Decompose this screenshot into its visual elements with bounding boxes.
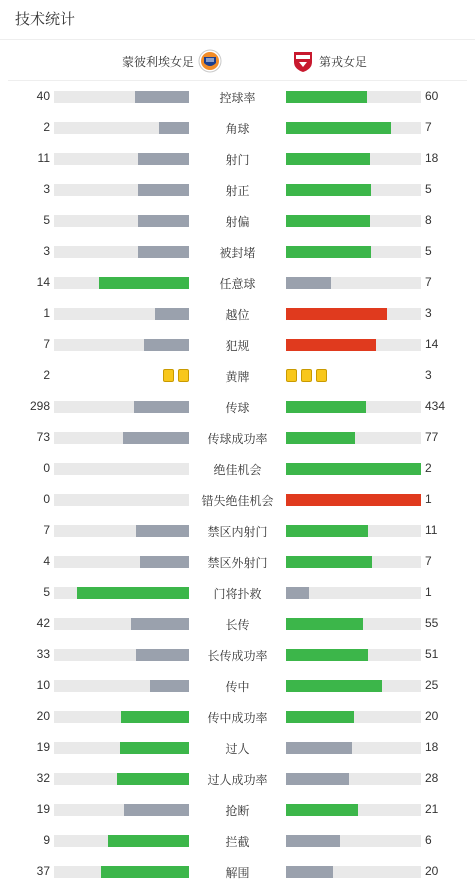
- away-stat-value: 21: [425, 802, 439, 816]
- away-stat-bar-fill: [286, 184, 371, 196]
- away-stat-bar: [286, 618, 421, 630]
- home-stat-bar-fill: [121, 711, 189, 723]
- stat-row: [0, 422, 475, 453]
- away-stat-bar-fill: [286, 866, 333, 878]
- home-stat-bar: [54, 277, 189, 289]
- away-stat-bar: [286, 184, 421, 196]
- home-stat-value: 9: [43, 833, 50, 847]
- stat-label: 解围: [225, 866, 250, 880]
- stat-label: 传球: [225, 401, 250, 415]
- stat-label: 被封堵: [219, 246, 256, 260]
- stat-label: 越位: [225, 308, 250, 322]
- home-stat-value: 3: [43, 182, 50, 196]
- stat-label: 长传: [225, 618, 250, 632]
- home-stat-bar-fill: [134, 401, 189, 413]
- home-stat-bar-fill: [131, 618, 189, 630]
- yellow-card-icon: [301, 369, 312, 382]
- away-stat-bar-fill: [286, 618, 363, 630]
- home-stat-bar: [54, 835, 189, 847]
- home-stat-bar: [54, 215, 189, 227]
- home-stat-bar: [54, 463, 189, 475]
- home-stat-bar-fill: [108, 835, 189, 847]
- home-stat-value: 10: [36, 678, 50, 692]
- away-stat-bar: [286, 215, 421, 227]
- stat-row: [0, 670, 475, 701]
- stat-row: [0, 825, 475, 856]
- away-stat-bar: [286, 122, 421, 134]
- stats-list: [0, 81, 475, 887]
- home-stat-bar: [54, 246, 189, 258]
- home-team-name: 蒙彼利埃女足: [121, 54, 194, 69]
- away-stat-bar-fill: [286, 587, 309, 599]
- away-stat-bar: [286, 246, 421, 258]
- home-stat-value: 19: [36, 802, 50, 816]
- stat-label: 过人成功率: [207, 773, 268, 787]
- dijon-logo-icon: [291, 49, 315, 73]
- stat-label: 射门: [225, 153, 250, 167]
- away-stat-bar: [286, 556, 421, 568]
- stat-row: [0, 546, 475, 577]
- away-stat-bar: [286, 680, 421, 692]
- home-stat-bar-fill: [135, 91, 189, 103]
- stat-row: [0, 267, 475, 298]
- away-stat-value: 5: [425, 182, 432, 196]
- home-stat-value: 73: [36, 430, 50, 444]
- away-stat-value: 7: [425, 120, 432, 134]
- away-stat-bar-fill: [286, 649, 368, 661]
- away-yellow-cards: [286, 369, 327, 382]
- stat-label: 过人: [225, 742, 250, 756]
- home-stat-bar: [54, 711, 189, 723]
- stat-label: 射正: [225, 184, 250, 198]
- away-stat-bar-fill: [286, 308, 387, 320]
- away-stat-bar: [286, 711, 421, 723]
- away-stat-bar: [286, 308, 421, 320]
- away-stat-value: 7: [425, 554, 432, 568]
- home-stat-bar-fill: [120, 742, 189, 754]
- away-stat-bar: [286, 773, 421, 785]
- away-stat-value: 8: [425, 213, 432, 227]
- away-stat-bar: [286, 587, 421, 599]
- stat-label: 绝佳机会: [213, 463, 262, 477]
- home-stat-value: 33: [36, 647, 50, 661]
- home-stat-bar: [54, 804, 189, 816]
- home-stat-bar: [54, 91, 189, 103]
- home-stat-value: 20: [36, 709, 50, 723]
- away-stat-value: 77: [425, 430, 439, 444]
- away-stat-bar: [286, 525, 421, 537]
- home-team[interactable]: [122, 41, 222, 81]
- home-stat-value: 298: [29, 399, 50, 413]
- stat-row: [0, 608, 475, 639]
- home-stat-bar: [54, 308, 189, 320]
- stat-label: 射偏: [225, 215, 250, 229]
- stat-row: [0, 81, 475, 112]
- away-stat-value: 60: [425, 89, 439, 103]
- home-stat-value: 5: [43, 585, 50, 599]
- away-stat-value: 2: [425, 461, 432, 475]
- home-stat-bar-fill: [159, 122, 189, 134]
- stat-row: [0, 701, 475, 732]
- away-stat-bar: [286, 494, 421, 506]
- away-stat-bar-fill: [286, 556, 372, 568]
- stat-row: [0, 732, 475, 763]
- stat-label: 抢断: [225, 804, 250, 818]
- home-stat-bar: [54, 866, 189, 878]
- yellow-card-icon: [163, 369, 174, 382]
- home-stat-bar: [54, 618, 189, 630]
- stat-label: 禁区内射门: [207, 525, 268, 539]
- stat-row: [0, 856, 475, 887]
- stat-label: 黄牌: [225, 370, 250, 384]
- home-stat-value: 19: [36, 740, 50, 754]
- home-stat-value: 2: [43, 368, 50, 382]
- home-stat-bar: [54, 339, 189, 351]
- stat-row: [0, 205, 475, 236]
- away-stat-value: 28: [425, 771, 439, 785]
- away-stat-value: 20: [425, 709, 439, 723]
- home-yellow-cards: [163, 369, 189, 382]
- away-stat-bar-fill: [286, 835, 340, 847]
- stat-label: 控球率: [219, 91, 256, 105]
- stat-label: 长传成功率: [207, 649, 268, 663]
- home-stat-bar: [54, 525, 189, 537]
- stat-label: 传中成功率: [207, 711, 268, 725]
- stat-row: [0, 360, 475, 391]
- stat-row: [0, 577, 475, 608]
- stat-label: 传中: [225, 680, 250, 694]
- home-stat-bar: [54, 122, 189, 134]
- away-stat-bar-fill: [286, 122, 391, 134]
- home-stat-value: 1: [43, 306, 50, 320]
- home-stat-bar: [54, 432, 189, 444]
- away-stat-value: 3: [425, 306, 432, 320]
- away-stat-bar-fill: [286, 711, 354, 723]
- home-stat-bar-fill: [117, 773, 189, 785]
- teams-header: [8, 41, 467, 81]
- stat-row: [0, 763, 475, 794]
- away-stat-bar-fill: [286, 91, 367, 103]
- home-stat-bar-fill: [138, 153, 189, 165]
- away-stat-value: 51: [425, 647, 439, 661]
- away-stat-value: 55: [425, 616, 439, 630]
- away-stat-bar-fill: [286, 773, 349, 785]
- yellow-card-icon: [286, 369, 297, 382]
- stat-label: 犯规: [225, 339, 250, 353]
- home-stat-value: 11: [37, 151, 50, 165]
- away-stat-value: 434: [425, 399, 446, 413]
- stat-row: [0, 794, 475, 825]
- home-stat-value: 2: [43, 120, 50, 134]
- stat-label: 传球成功率: [207, 432, 268, 446]
- stat-label: 角球: [225, 122, 250, 136]
- home-stat-bar-fill: [99, 277, 189, 289]
- stat-row: [0, 453, 475, 484]
- stat-row: [0, 298, 475, 329]
- away-stat-value: 3: [425, 368, 432, 382]
- away-stat-bar-fill: [286, 277, 331, 289]
- home-stat-value: 32: [36, 771, 50, 785]
- home-stat-bar-fill: [140, 556, 189, 568]
- home-stat-value: 4: [43, 554, 50, 568]
- home-stat-value: 5: [43, 213, 50, 227]
- stat-label: 门将扑救: [213, 587, 262, 601]
- home-stat-bar: [54, 494, 189, 506]
- away-stat-value: 20: [425, 864, 439, 878]
- away-stat-bar: [286, 153, 421, 165]
- home-stat-bar: [54, 742, 189, 754]
- away-stat-value: 1: [425, 585, 432, 599]
- away-stat-bar-fill: [286, 804, 358, 816]
- page-title: 技术统计: [0, 0, 475, 40]
- home-stat-bar: [54, 401, 189, 413]
- away-stat-bar: [286, 339, 421, 351]
- home-stat-value: 0: [43, 492, 50, 506]
- stat-label: 拦截: [225, 835, 250, 849]
- home-stat-bar: [54, 680, 189, 692]
- home-stat-bar: [54, 556, 189, 568]
- yellow-card-icon: [178, 369, 189, 382]
- away-stat-bar: [286, 401, 421, 413]
- away-stat-bar-fill: [286, 742, 352, 754]
- away-stat-value: 11: [425, 523, 438, 537]
- home-stat-bar: [54, 773, 189, 785]
- home-stat-bar-fill: [138, 246, 189, 258]
- stat-row: [0, 484, 475, 515]
- stat-row: [0, 515, 475, 546]
- home-stat-bar: [54, 153, 189, 165]
- home-stat-value: 7: [43, 337, 50, 351]
- away-stat-bar-fill: [286, 525, 368, 537]
- away-stat-bar-fill: [286, 432, 355, 444]
- away-stat-bar: [286, 835, 421, 847]
- stat-label: 任意球: [219, 277, 256, 291]
- away-stat-bar-fill: [286, 153, 370, 165]
- away-stat-value: 5: [425, 244, 432, 258]
- away-stat-bar: [286, 463, 421, 475]
- stat-row: [0, 236, 475, 267]
- home-stat-bar-fill: [144, 339, 189, 351]
- away-stat-value: 18: [425, 151, 439, 165]
- away-stat-bar-fill: [286, 246, 371, 258]
- away-team-name: 第戎女足: [319, 54, 368, 69]
- stat-row: [0, 391, 475, 422]
- stat-row: [0, 174, 475, 205]
- home-stat-bar-fill: [150, 680, 189, 692]
- home-stat-bar-fill: [136, 649, 189, 661]
- away-stat-value: 6: [425, 833, 432, 847]
- home-stat-value: 0: [43, 461, 50, 475]
- away-stat-bar-fill: [286, 494, 421, 506]
- away-stat-bar: [286, 277, 421, 289]
- home-stat-bar: [54, 184, 189, 196]
- away-stat-bar-fill: [286, 339, 376, 351]
- stat-label: 禁区外射门: [207, 556, 268, 570]
- stat-row: [0, 639, 475, 670]
- away-stat-bar: [286, 432, 421, 444]
- home-stat-bar-fill: [138, 184, 189, 196]
- home-stat-bar-fill: [124, 804, 189, 816]
- home-stat-bar-fill: [136, 525, 189, 537]
- away-stat-value: 14: [425, 337, 439, 351]
- away-stat-bar: [286, 804, 421, 816]
- away-stat-bar-fill: [286, 215, 370, 227]
- stat-row: [0, 329, 475, 360]
- away-stat-value: 25: [425, 678, 439, 692]
- away-stat-bar: [286, 866, 421, 878]
- stat-label: 错失绝佳机会: [201, 494, 274, 508]
- away-stat-bar-fill: [286, 680, 382, 692]
- stat-row: [0, 143, 475, 174]
- away-stat-value: 1: [425, 492, 432, 506]
- home-stat-bar-fill: [138, 215, 189, 227]
- away-stat-bar-fill: [286, 401, 366, 413]
- yellow-card-icon: [316, 369, 327, 382]
- home-stat-value: 7: [43, 523, 50, 537]
- away-stat-bar-fill: [286, 463, 421, 475]
- home-stat-bar: [54, 649, 189, 661]
- home-stat-bar-fill: [123, 432, 189, 444]
- away-stat-bar: [286, 742, 421, 754]
- away-stat-bar: [286, 91, 421, 103]
- home-stat-value: 14: [36, 275, 50, 289]
- home-stat-bar: [54, 587, 189, 599]
- home-stat-bar-fill: [77, 587, 189, 599]
- home-stat-bar-fill: [101, 866, 189, 878]
- away-stat-bar: [286, 649, 421, 661]
- home-stat-bar-fill: [155, 308, 189, 320]
- home-stat-value: 42: [36, 616, 50, 630]
- home-stat-value: 40: [36, 89, 50, 103]
- home-stat-value: 37: [36, 864, 50, 878]
- away-stat-value: 7: [425, 275, 432, 289]
- home-stat-value: 3: [43, 244, 50, 258]
- stat-row: [0, 112, 475, 143]
- away-team[interactable]: [291, 41, 367, 81]
- away-stat-value: 18: [425, 740, 439, 754]
- montpellier-logo-icon: [198, 49, 222, 73]
